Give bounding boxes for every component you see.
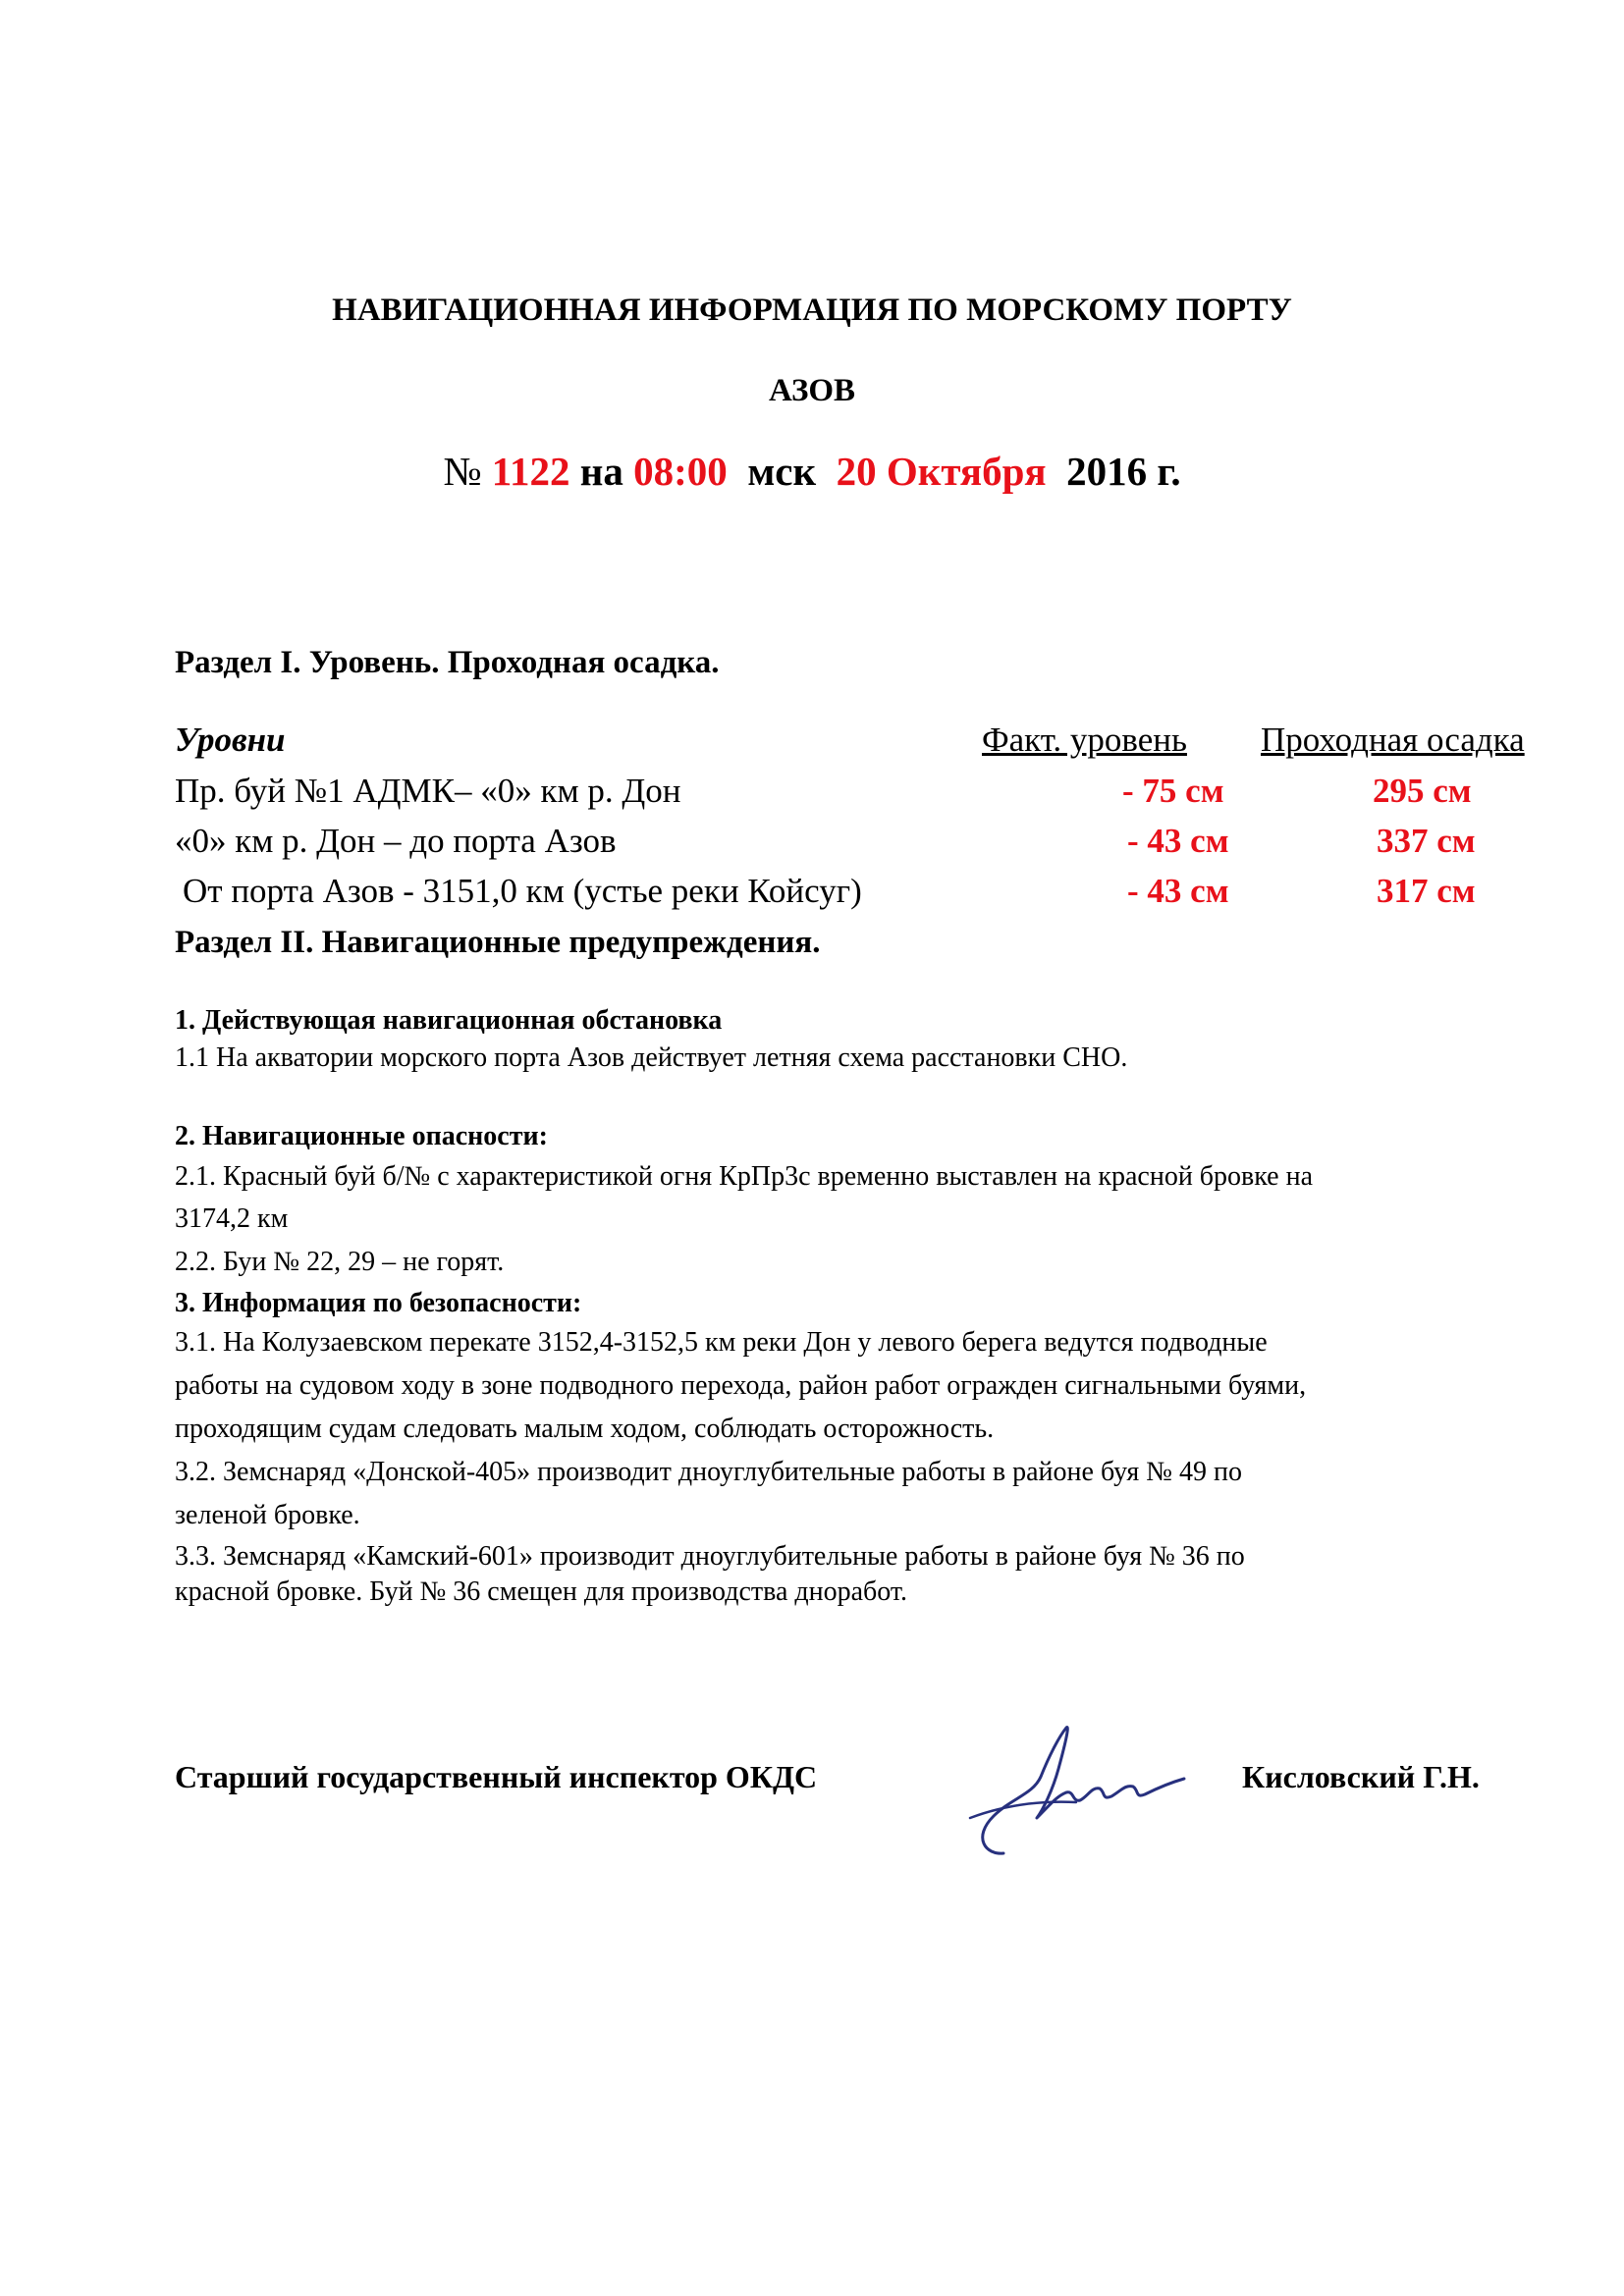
bulletin-date: 20 Октября (836, 449, 1047, 494)
timezone-label: мск (747, 449, 817, 494)
bulletin-time: 08:00 (633, 449, 728, 494)
signatory-position: Старший государственный инспектор ОКДС (175, 1759, 818, 1794)
passing-draft-column-header: Проходная осадка (1261, 721, 1525, 759)
level-row-3-actual: - 43 см (1127, 872, 1229, 910)
document-title: НАВИГАЦИОННАЯ ИНФОРМАЦИЯ ПО МОРСКОМУ ПОРТУ (332, 293, 1292, 328)
subsection-1-title: 1. Действующая навигационная обстановка (175, 1005, 723, 1036)
subsection-3-item-2-line-1: 3.2. Земснаряд «Донской-405» производит дноуглубительные работы в районе буя № 49 по (175, 1457, 1243, 1487)
subsection-3-item-1-line-1: 3.1. На Колузаевском перекате 3152,4-3152,5 км реки Дон у левого берега ведутся подводные (175, 1327, 1268, 1358)
subsection-3-item-3-line-2: красной бровке. Буй № 36 смещен для производства дноработ. (175, 1576, 908, 1607)
number-prefix: № (443, 449, 482, 494)
subsection-3-item-2-line-2: зеленой бровке. (175, 1500, 360, 1530)
subsection-3-item-3-line-1: 3.3. Земснаряд «Камский-601» производит дноуглубительные работы в районе буя № 36 по (175, 1541, 1245, 1572)
level-row-1-draft: 295 см (1373, 772, 1472, 810)
level-row-3-name: От порта Азов - 3151,0 км (устье реки Койсуг) (183, 872, 862, 910)
level-row-1-actual: - 75 см (1122, 772, 1224, 810)
subsection-3-title: 3. Информация по безопасности: (175, 1288, 582, 1318)
levels-column-header: Уровни (175, 721, 286, 759)
subsection-3-item-1-line-3: проходящим судам следовать малым ходом, соблюдать осторожность. (175, 1414, 995, 1444)
bulletin-info-line (0, 448, 1624, 495)
actual-level-column-header: Факт. уровень (982, 721, 1187, 759)
subsection-2-item-2: 2.2. Буи № 22, 29 – не горят. (175, 1247, 505, 1277)
section-2-title: Раздел II. Навигационные предупреждения. (175, 925, 821, 960)
subsection-2-title: 2. Навигационные опасности: (175, 1121, 548, 1151)
level-row-1-name: Пр. буй №1 АДМК– «0» км р. Дон (175, 772, 681, 810)
subsection-2-item-1-line-2: 3174,2 км (175, 1203, 289, 1234)
level-row-3-draft: 317 см (1377, 872, 1476, 910)
bulletin-number: 1122 (491, 449, 570, 494)
signatory-name: Кисловский Г.Н. (1242, 1759, 1480, 1794)
level-row-2-actual: - 43 см (1127, 822, 1229, 860)
port-name: АЗОВ (768, 373, 856, 408)
signature-stroke (983, 1728, 1184, 1854)
subsection-3-item-1-line-2: работы на судовом ходу в зоне подводного перехода, район работ огражден сигнальными буями, (175, 1370, 1307, 1401)
subsection-1-item-1: 1.1 На акватории морского порта Азов действует летняя схема расстановки СНО. (175, 1042, 1128, 1073)
section-1-title: Раздел I. Уровень. Проходная осадка. (175, 645, 720, 680)
at-label: на (579, 449, 623, 494)
level-row-2-draft: 337 см (1377, 822, 1476, 860)
subsection-2-item-1-line-1: 2.1. Красный буй б/№ с характеристикой огня КрПр3с временно выставлен на красной бровке на (175, 1161, 1314, 1192)
signature-icon (943, 1708, 1198, 1865)
bulletin-year: 2016 г. (1066, 449, 1181, 494)
level-row-2-name: «0» км р. Дон – до порта Азов (175, 822, 617, 860)
signature-underline (970, 1802, 1076, 1818)
